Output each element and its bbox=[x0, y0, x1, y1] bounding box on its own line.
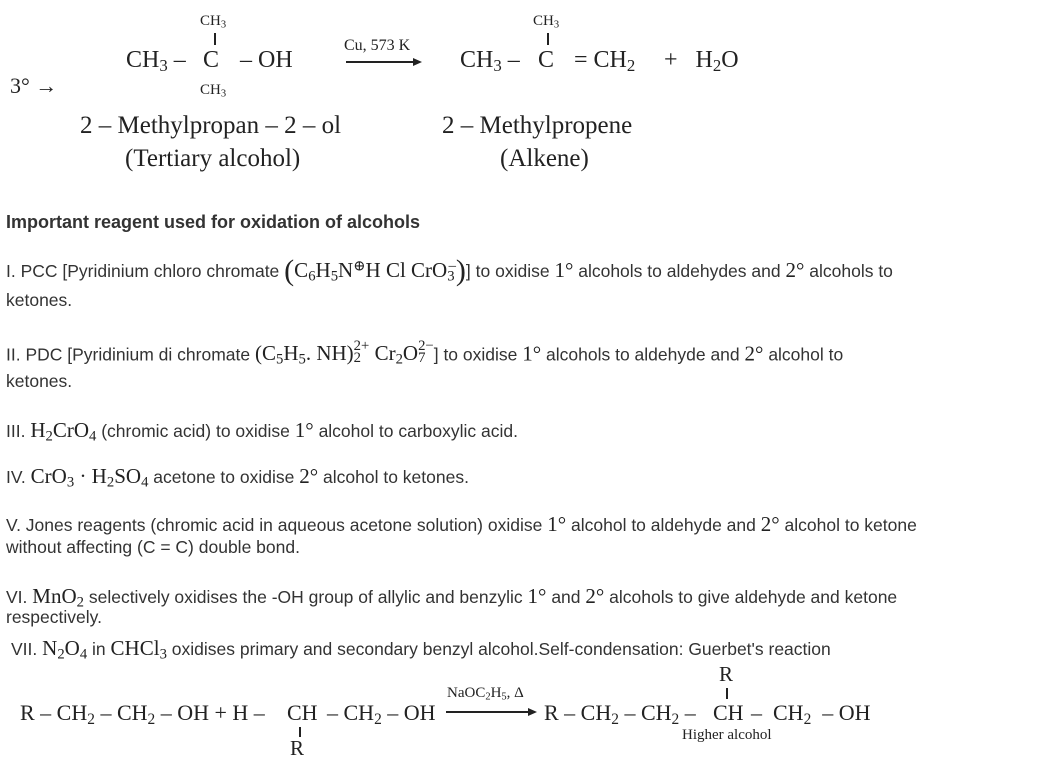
mno2-formula: MnO$_2$ bbox=[32, 584, 84, 611]
cro3-formula: $CrO_3 \cdot H_2SO_4$ bbox=[30, 464, 149, 491]
pcc-formula: ($C_6H_5N^\oplus H$ Cl CrO$_3$–) bbox=[284, 254, 466, 287]
list-item-pcc: I. PCC [Pyridinium chloro chromate ($C_6H_5N^\oplus H$ Cl CrO$_3$–)] to oxidise 1° alcohols to aldehydes and 2° alcohols to bbox=[6, 254, 893, 287]
section-heading: Important reagent used for oxidation of alcohols bbox=[6, 212, 421, 232]
byproduct-water: + $H_2O$ bbox=[664, 47, 739, 76]
list-item-mno2: VI. MnO$_2$ selectively oxidises the -OH group of allylic and benzylic 1° and 2° alcohols to give aldehyde and ketone bbox=[6, 584, 898, 611]
product-top-methyl: $CH_3$ bbox=[533, 13, 560, 31]
list-item-pcc-line2: ketones. bbox=[6, 290, 73, 310]
guerbet-arrow bbox=[446, 711, 530, 713]
reactant-top-bond bbox=[214, 33, 216, 45]
product-methylene: = $CH_2$ bbox=[574, 47, 636, 76]
reactant-hydroxyl: – OH bbox=[240, 47, 293, 73]
guerbet-reactant-left: R – $CH_2 - CH_2$ – OH + H – bbox=[20, 700, 265, 728]
guerbet-reactant-ch: CH bbox=[287, 700, 318, 725]
guerbet-arrowhead bbox=[528, 708, 537, 716]
product-name: 2 – Methylpropene bbox=[442, 112, 633, 139]
guerbet-product-right: – $CH_2$ – OH bbox=[751, 700, 871, 728]
list-item-chromic-acid: III. $H_2CrO_4$ (chromic acid) to oxidise 1° alcohol to carboxylic acid. bbox=[6, 418, 518, 445]
reactant-top-methyl: $CH_3$ bbox=[200, 13, 227, 31]
guerbet-condition: $NaOC_2H_5$, Δ bbox=[447, 685, 524, 703]
pdc-formula: ($C_5H_5$. NH) 2+ 2 $Cr_2O$ 2− 7 bbox=[254, 338, 434, 368]
guerbet-product-left: R – $CH_2 - CH_2$ – bbox=[544, 700, 696, 728]
reactant-name: 2 – Methylpropan – 2 – ol bbox=[80, 112, 342, 139]
degree-label: 3° → bbox=[10, 73, 58, 98]
guerbet-product-ch: CH bbox=[713, 700, 744, 725]
reaction-1-arrowhead bbox=[413, 58, 422, 66]
guerbet-reactant-right: – $CH_2$ – OH bbox=[327, 700, 436, 728]
guerbet-product-label: Higher alcohol bbox=[682, 727, 772, 743]
reactant-center-carbon: C bbox=[203, 47, 220, 73]
guerbet-product-bond bbox=[726, 688, 728, 699]
list-item-pdc: II. PDC [Pyridinium di chromate ($C_5H_5$. NH) 2+ 2 $Cr_2O$ 2− 7 ] to oxidise 1° alcohols to aldehyde and 2° alcohol to bbox=[6, 338, 844, 368]
product-top-bond bbox=[547, 33, 549, 45]
reaction-1-arrow bbox=[346, 61, 416, 63]
product-left-group: $CH_3$ – bbox=[460, 47, 520, 76]
list-item-pdc-line2: ketones. bbox=[6, 371, 73, 391]
list-item-jones-line2: without affecting (C = C) double bond. bbox=[6, 537, 300, 557]
list-item-n2o4: VII. $N_2O_4$ in CHCl$_3$ oxidises primary and secondary benzyl alcohol.Self-condensation: Guerbet's reaction bbox=[11, 636, 831, 663]
product-center-carbon: C bbox=[538, 47, 555, 73]
product-type: (Alkene) bbox=[500, 145, 589, 172]
chcl3-formula: CHCl$_3$ bbox=[110, 636, 167, 663]
reactant-bottom-methyl: $CH_3$ bbox=[200, 82, 227, 100]
list-item-jones: V. Jones reagents (chromic acid in aqueous acetone solution) oxidise 1° alcohol to aldehyde and 2° alcohol to ketone bbox=[6, 512, 917, 536]
list-item-mno2-line2: respectively. bbox=[6, 607, 102, 627]
list-item-cro3: IV. $CrO_3 \cdot H_2SO_4$ acetone to oxidise 2° alcohol to ketones. bbox=[6, 464, 469, 491]
reactant-left-group: $CH_3$ – bbox=[126, 47, 186, 76]
reactant-type: (Tertiary alcohol) bbox=[125, 145, 301, 172]
guerbet-reactant-r: R bbox=[290, 736, 305, 760]
guerbet-product-r: R bbox=[719, 662, 734, 686]
n2o4-formula: $N_2O_4$ bbox=[42, 636, 88, 663]
reaction-1-condition: Cu, 573 K bbox=[344, 37, 411, 54]
chromic-acid-formula: $H_2CrO_4$ bbox=[30, 418, 97, 445]
